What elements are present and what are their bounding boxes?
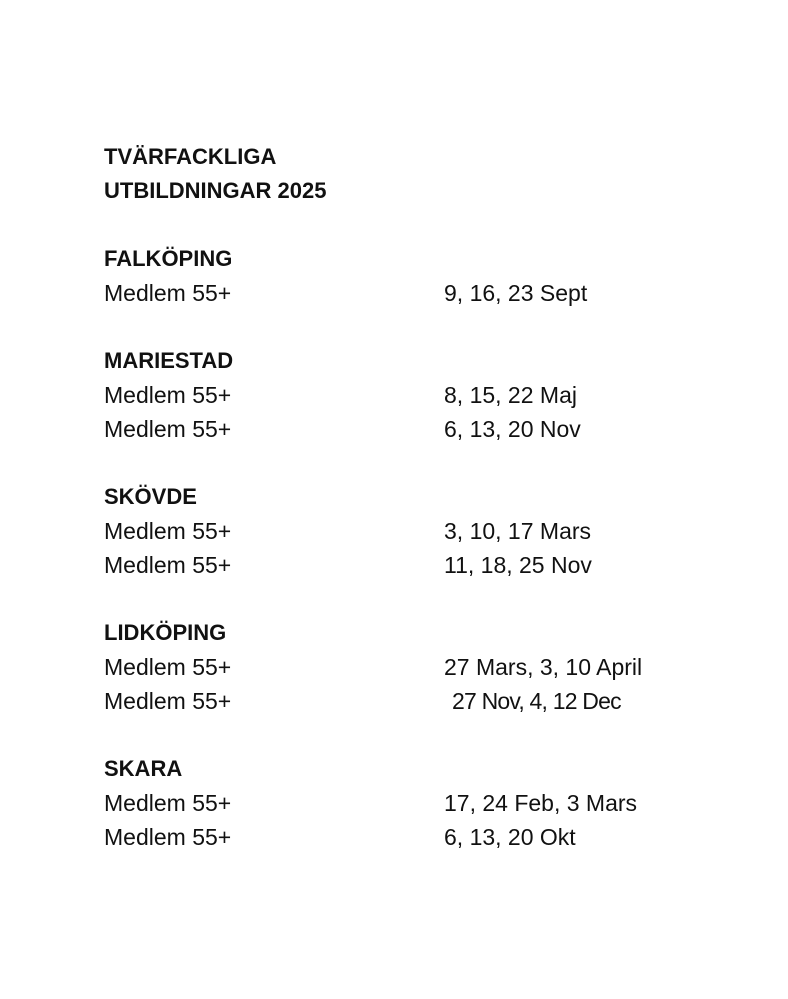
course-label: Medlem 55+ (104, 518, 232, 544)
title-line-2: UTBILDNINGAR 2025 (104, 178, 327, 203)
section-heading: MARIESTAD (104, 348, 234, 373)
course-row (104, 276, 744, 310)
course-label: Medlem 55+ (104, 552, 232, 578)
course-row (104, 514, 744, 548)
course-dates: 9, 16, 23 Sept (444, 280, 588, 306)
course-row (104, 412, 744, 446)
section-skovde (104, 480, 744, 582)
course-dates: 27 Mars, 3, 10 April (444, 654, 643, 680)
title-line-1: TVÄRFACKLIGA (104, 144, 277, 169)
course-dates: 8, 15, 22 Maj (444, 382, 577, 408)
course-label: Medlem 55+ (104, 790, 232, 816)
course-row (104, 548, 744, 582)
course-label: Medlem 55+ (104, 382, 232, 408)
course-label: Medlem 55+ (104, 824, 232, 850)
course-dates: 27 Nov, 4, 12 Dec (452, 688, 621, 714)
section-falkoping (104, 242, 744, 310)
course-label: Medlem 55+ (104, 416, 232, 442)
course-dates: 6, 13, 20 Okt (444, 824, 576, 850)
course-label: Medlem 55+ (104, 654, 232, 680)
section-lidkoping (104, 616, 744, 718)
document (104, 140, 744, 854)
section-heading: SKARA (104, 756, 183, 781)
course-row (104, 786, 744, 820)
course-row (104, 684, 744, 718)
section-skara (104, 752, 744, 854)
course-row (104, 378, 744, 412)
section-heading: FALKÖPING (104, 246, 233, 271)
document-title (104, 140, 744, 208)
section-heading: SKÖVDE (104, 484, 197, 509)
section-heading: LIDKÖPING (104, 620, 227, 645)
course-label: Medlem 55+ (104, 688, 232, 714)
course-dates: 17, 24 Feb, 3 Mars (444, 790, 638, 816)
course-dates: 11, 18, 25 Nov (444, 552, 592, 578)
course-dates: 3, 10, 17 Mars (444, 518, 592, 544)
course-row (104, 650, 744, 684)
section-mariestad (104, 344, 744, 446)
course-label: Medlem 55+ (104, 280, 232, 306)
course-dates: 6, 13, 20 Nov (444, 416, 581, 442)
course-row (104, 820, 744, 854)
